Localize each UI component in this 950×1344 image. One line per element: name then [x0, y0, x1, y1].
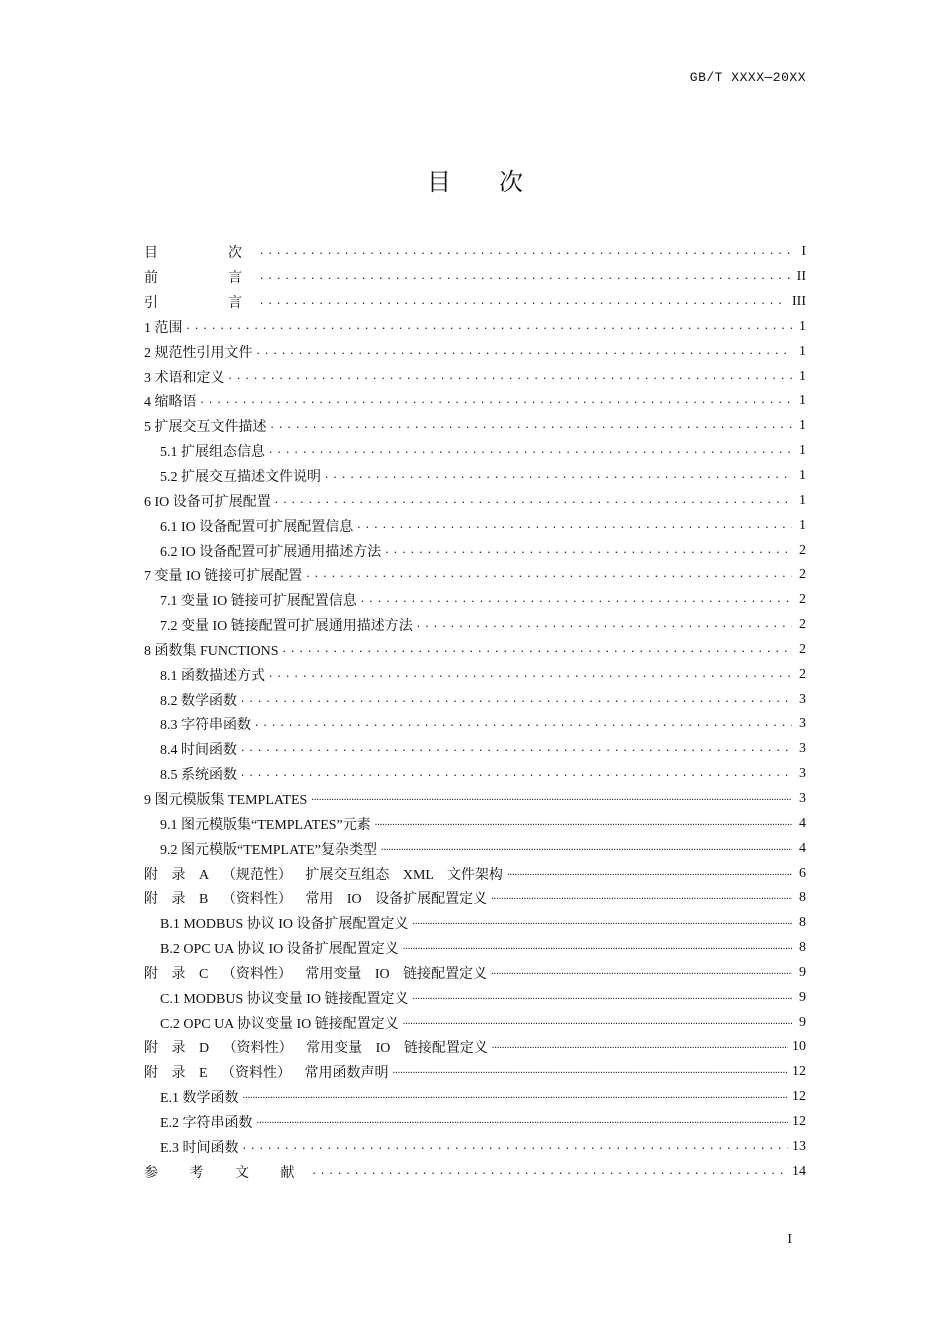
toc-entry-label: 引 言: [144, 296, 256, 312]
toc-leader-dots: [306, 568, 792, 582]
toc-entry[interactable]: [144, 861, 806, 886]
toc-entry-label: 8.3 字符串函数: [160, 718, 251, 734]
toc-entry[interactable]: [144, 339, 806, 364]
toc-entry-label: 6.1 IO 设备配置可扩展配置信息: [160, 519, 354, 535]
toc-entry[interactable]: [144, 1110, 806, 1135]
toc-entry-page: 2: [799, 592, 806, 608]
toc-entry-page: 4: [799, 815, 806, 831]
toc-leader-dots: [491, 966, 792, 980]
toc-entry[interactable]: [144, 936, 806, 961]
toc-entry-label: E.1 数学函数: [160, 1091, 239, 1107]
toc-entry-page: 3: [799, 741, 806, 757]
toc-entry-page: 3: [799, 790, 806, 806]
toc-entry[interactable]: [144, 985, 806, 1010]
toc-entry-label: 目 次: [144, 246, 256, 262]
toc-leader-dots: [385, 544, 792, 558]
toc-leader-dots: [413, 991, 792, 1005]
toc-entry-label: 9.2 图元模版“TEMPLATE”复杂类型: [160, 842, 377, 858]
toc-leader-dots: [201, 394, 793, 408]
toc-entry[interactable]: [144, 265, 806, 290]
toc-entry-label: 附 录 E （资料性） 常用函数声明: [144, 1066, 389, 1082]
toc-entry-label: B.1 MODBUS 协议 IO 设备扩展配置定义: [160, 917, 409, 933]
toc-entry[interactable]: [144, 588, 806, 613]
toc-entry-page: 9: [799, 989, 806, 1005]
toc-entry-page: 2: [799, 666, 806, 682]
toc-entry[interactable]: [144, 687, 806, 712]
toc-entry-page: 1: [799, 418, 806, 434]
toc-entry-page: 1: [799, 368, 806, 384]
toc-leader-dots: [507, 867, 792, 881]
toc-entry-page: 9: [799, 1014, 806, 1030]
toc-entry-label: 附 录 C （资料性） 常用变量 IO 链接配置定义: [144, 966, 488, 982]
toc-entry-page: 2: [799, 641, 806, 657]
toc-entry-page: 8: [799, 890, 806, 906]
page-title-part-2: 次: [499, 168, 523, 196]
toc-entry[interactable]: [144, 836, 806, 861]
toc-leader-dots: [243, 1140, 788, 1154]
toc-entry[interactable]: [144, 1060, 806, 1085]
toc-entry[interactable]: [144, 389, 806, 414]
toc-entry-page: 1: [799, 492, 806, 508]
toc-leader-dots: [491, 891, 792, 905]
toc-entry-page: 1: [799, 443, 806, 459]
page-title: [0, 162, 950, 197]
toc-entry-label: 附 录 D （资料性） 常用变量 IO 链接配置定义: [144, 1041, 488, 1057]
toc-leader-dots: [357, 519, 792, 533]
toc-entry[interactable]: [144, 563, 806, 588]
toc-entry-label: 5.2 扩展交互描述文件说明: [160, 470, 321, 486]
table-of-contents: [144, 240, 806, 1184]
toc-entry-label: 参 考 文 献: [144, 1165, 309, 1181]
toc-entry[interactable]: [144, 364, 806, 389]
toc-entry-page: 1: [799, 393, 806, 409]
toc-entry-page: 9: [799, 964, 806, 980]
toc-entry-page: III: [792, 294, 806, 310]
toc-entry-label: B.2 OPC UA 协议 IO 设备扩展配置定义: [160, 942, 399, 958]
toc-entry[interactable]: [144, 290, 806, 315]
toc-entry[interactable]: [144, 414, 806, 439]
toc-entry[interactable]: [144, 737, 806, 762]
toc-entry[interactable]: [144, 1134, 806, 1159]
toc-leader-dots: [375, 817, 792, 831]
toc-entry-label: 7.2 变量 IO 链接配置可扩展通用描述方法: [160, 619, 413, 635]
toc-entry-label: 7 变量 IO 链接可扩展配置: [144, 569, 303, 585]
toc-leader-dots: [260, 270, 792, 284]
toc-entry-label: E.2 字符串函数: [160, 1115, 253, 1131]
toc-leader-dots: [381, 842, 792, 856]
page-number: I: [787, 1232, 792, 1247]
toc-entry-label: 5 扩展交互文件描述: [144, 420, 267, 436]
toc-entry[interactable]: [144, 315, 806, 340]
toc-leader-dots: [187, 320, 793, 334]
toc-leader-dots: [313, 1165, 789, 1179]
toc-leader-dots: [243, 1090, 788, 1104]
toc-leader-dots: [283, 643, 792, 657]
toc-entry[interactable]: [144, 811, 806, 836]
toc-entry-label: 8.4 时间函数: [160, 743, 237, 759]
toc-leader-dots: [311, 792, 792, 806]
toc-entry[interactable]: [144, 1085, 806, 1110]
toc-entry-label: 9.1 图元模版集“TEMPLATES”元素: [160, 817, 371, 833]
toc-entry-page: 13: [792, 1138, 806, 1154]
toc-entry-label: 8.5 系统函数: [160, 768, 237, 784]
toc-leader-dots: [413, 916, 792, 930]
toc-entry-label: 附 录 A （规范性） 扩展交互组态 XML 文件架构: [144, 867, 503, 883]
toc-entry[interactable]: [144, 513, 806, 538]
standard-code: GB/T XXXX—20XX: [689, 70, 806, 85]
toc-entry-label: 7.1 变量 IO 链接可扩展配置信息: [160, 594, 357, 610]
toc-entry[interactable]: [144, 787, 806, 812]
toc-leader-dots: [393, 1065, 788, 1079]
toc-leader-dots: [403, 941, 792, 955]
toc-entry[interactable]: [144, 1010, 806, 1035]
toc-entry-label: 4 缩略语: [144, 395, 197, 411]
toc-entry[interactable]: [144, 1035, 806, 1060]
toc-entry-label: 5.1 扩展组态信息: [160, 445, 265, 461]
toc-entry-label: 1 范围: [144, 320, 183, 336]
toc-leader-dots: [269, 668, 792, 682]
toc-entry-page: 8: [799, 915, 806, 931]
toc-entry-page: 3: [799, 691, 806, 707]
toc-entry-page: 8: [799, 940, 806, 956]
toc-leader-dots: [417, 618, 792, 632]
toc-entry[interactable]: [144, 240, 806, 265]
toc-entry-label: 8.1 函数描述方式: [160, 668, 265, 684]
toc-entry[interactable]: [144, 1159, 806, 1184]
toc-entry-page: 1: [799, 343, 806, 359]
toc-entry-page: 1: [799, 517, 806, 533]
toc-leader-dots: [229, 370, 793, 384]
toc-entry[interactable]: [144, 538, 806, 563]
toc-leader-dots: [275, 494, 792, 508]
toc-entry-page: II: [796, 269, 806, 285]
toc-entry-page: 3: [799, 716, 806, 732]
toc-entry[interactable]: [144, 662, 806, 687]
toc-entry-page: 1: [799, 318, 806, 334]
toc-entry-label: 3 术语和定义: [144, 370, 225, 386]
toc-entry[interactable]: [144, 439, 806, 464]
page-title-part-1: 目: [427, 168, 451, 196]
toc-leader-dots: [361, 593, 792, 607]
toc-entry-page: 10: [792, 1039, 806, 1055]
toc-entry-label: 8 函数集 FUNCTIONS: [144, 643, 279, 659]
toc-entry-label: 前 言: [144, 271, 256, 287]
toc-entry[interactable]: [144, 762, 806, 787]
toc-leader-dots: [269, 444, 792, 458]
toc-entry-label: 9 图元模版集 TEMPLATES: [144, 792, 308, 808]
toc-leader-dots: [271, 419, 793, 433]
toc-entry[interactable]: [144, 911, 806, 936]
toc-leader-dots: [260, 295, 788, 309]
toc-entry-page: 2: [799, 567, 806, 583]
toc-entry-page: 1: [799, 468, 806, 484]
toc-leader-dots: [241, 693, 792, 707]
toc-leader-dots: [255, 717, 792, 731]
toc-entry[interactable]: [144, 712, 806, 737]
toc-entry-label: 6 IO 设备可扩展配置: [144, 494, 271, 510]
toc-entry-page: 6: [799, 865, 806, 881]
toc-entry-label: E.3 时间函数: [160, 1140, 239, 1156]
toc-entry[interactable]: [144, 960, 806, 985]
toc-entry[interactable]: [144, 886, 806, 911]
toc-entry-page: 2: [799, 617, 806, 633]
toc-entry-label: 2 规范性引用文件: [144, 345, 253, 361]
toc-entry[interactable]: [144, 464, 806, 489]
toc-entry-page: 2: [799, 542, 806, 558]
toc-entry[interactable]: [144, 613, 806, 638]
toc-leader-dots: [325, 469, 792, 483]
toc-leader-dots: [257, 345, 793, 359]
toc-entry-page: 4: [799, 840, 806, 856]
toc-leader-dots: [241, 767, 792, 781]
toc-entry-page: 14: [792, 1163, 806, 1179]
toc-entry-page: 3: [799, 766, 806, 782]
toc-entry-label: 附 录 B （资料性） 常用 IO 设备扩展配置定义: [144, 892, 488, 908]
toc-entry[interactable]: [144, 488, 806, 513]
toc-entry-label: 8.2 数学函数: [160, 693, 237, 709]
toc-leader-dots: [260, 245, 792, 259]
toc-entry-label: C.2 OPC UA 协议变量 IO 链接配置定义: [160, 1016, 399, 1032]
toc-entry-page: 12: [792, 1113, 806, 1129]
toc-leader-dots: [403, 1016, 792, 1030]
toc-leader-dots: [257, 1115, 788, 1129]
toc-leader-dots: [492, 1040, 788, 1054]
toc-leader-dots: [241, 742, 792, 756]
toc-entry-page: I: [801, 244, 806, 260]
toc-entry-label: C.1 MODBUS 协议变量 IO 链接配置定义: [160, 991, 409, 1007]
toc-entry-page: 12: [792, 1064, 806, 1080]
toc-entry[interactable]: [144, 638, 806, 663]
toc-entry-label: 6.2 IO 设备配置可扩展通用描述方法: [160, 544, 382, 560]
toc-entry-page: 12: [792, 1089, 806, 1105]
